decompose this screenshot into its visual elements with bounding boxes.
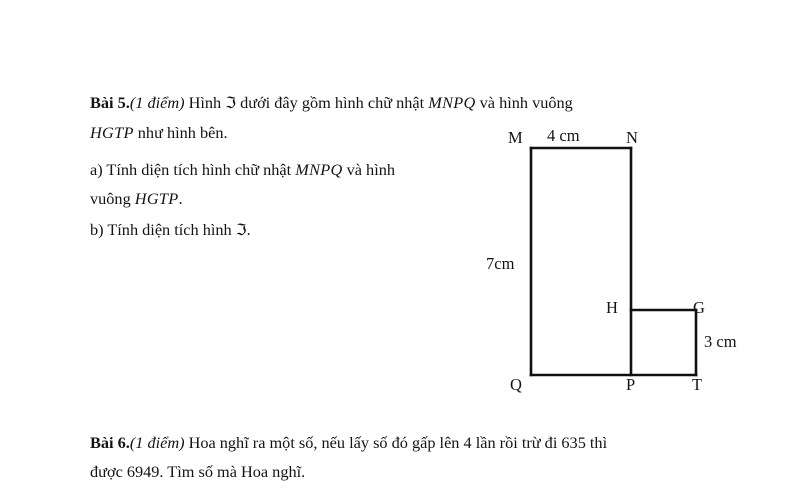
exercise-6-line-2: được 6949. Tìm số mà Hoa nghĩ. xyxy=(90,462,306,481)
exercise-6-statement xyxy=(90,428,707,486)
part-b-prefix: b) Tính diện tích hình xyxy=(90,220,236,239)
vertex-label-g: G xyxy=(693,298,705,317)
exercise-5-text-a: Hình xyxy=(184,93,226,112)
exercise-5-text-c: và hình vuông xyxy=(475,93,573,112)
vertex-label-m: M xyxy=(508,128,523,147)
exercise-5-part-b xyxy=(90,215,490,245)
exercise-5-text-d: như hình bên. xyxy=(133,123,228,142)
exercise-5-part-a-line-1 xyxy=(90,155,490,184)
dimension-left-7cm: 7cm xyxy=(486,254,515,273)
part-a-line2-suffix: . xyxy=(178,189,183,208)
part-a-mid: và hình xyxy=(342,160,395,179)
exercise-5-points: (1 điểm) xyxy=(129,93,185,112)
geometry-figure xyxy=(480,120,800,400)
exercise-5-text-b: dưới đây gồm hình chữ nhật xyxy=(236,93,429,112)
part-a-square-name: HGTP xyxy=(134,189,179,208)
part-b-suffix: . xyxy=(246,220,251,239)
part-a-rect-name: MNPQ xyxy=(295,160,343,179)
dimension-right-3cm: 3 cm xyxy=(704,332,737,351)
square-name-inline: HGTP xyxy=(90,123,134,142)
vertex-label-p: P xyxy=(626,375,636,394)
part-a-line2-prefix: vuông xyxy=(90,189,135,208)
exercise-6-text-1: Hoa nghĩ ra một số, nếu lấy số đó gấp lên 4 lần rồi trừ đi 635 thì xyxy=(184,433,608,452)
vertex-label-t: T xyxy=(692,375,703,394)
dimension-top-4cm: 4 cm xyxy=(547,126,580,145)
figure-symbol-inline-1: ℑ xyxy=(225,94,237,112)
part-a-prefix: a) Tính diện tích hình chữ nhật xyxy=(90,160,296,179)
vertex-label-h: H xyxy=(606,298,618,317)
vertex-label-n: N xyxy=(626,128,638,147)
geometry-figure-svg xyxy=(480,120,800,400)
exercise-6-points: (1 điểm) xyxy=(129,433,185,452)
vertex-label-q: Q xyxy=(510,375,522,394)
exercise-5-label: Bài 5. xyxy=(90,93,130,112)
exercise-6-line-1 xyxy=(90,428,707,457)
exercise-6-label: Bài 6. xyxy=(90,433,130,452)
exercise-5-line-1 xyxy=(90,88,690,118)
exercise-5-part-a-line-2 xyxy=(90,184,490,213)
figure-symbol-inline-2: ℑ xyxy=(235,221,247,239)
rectangle-name-inline: MNPQ xyxy=(428,93,476,112)
